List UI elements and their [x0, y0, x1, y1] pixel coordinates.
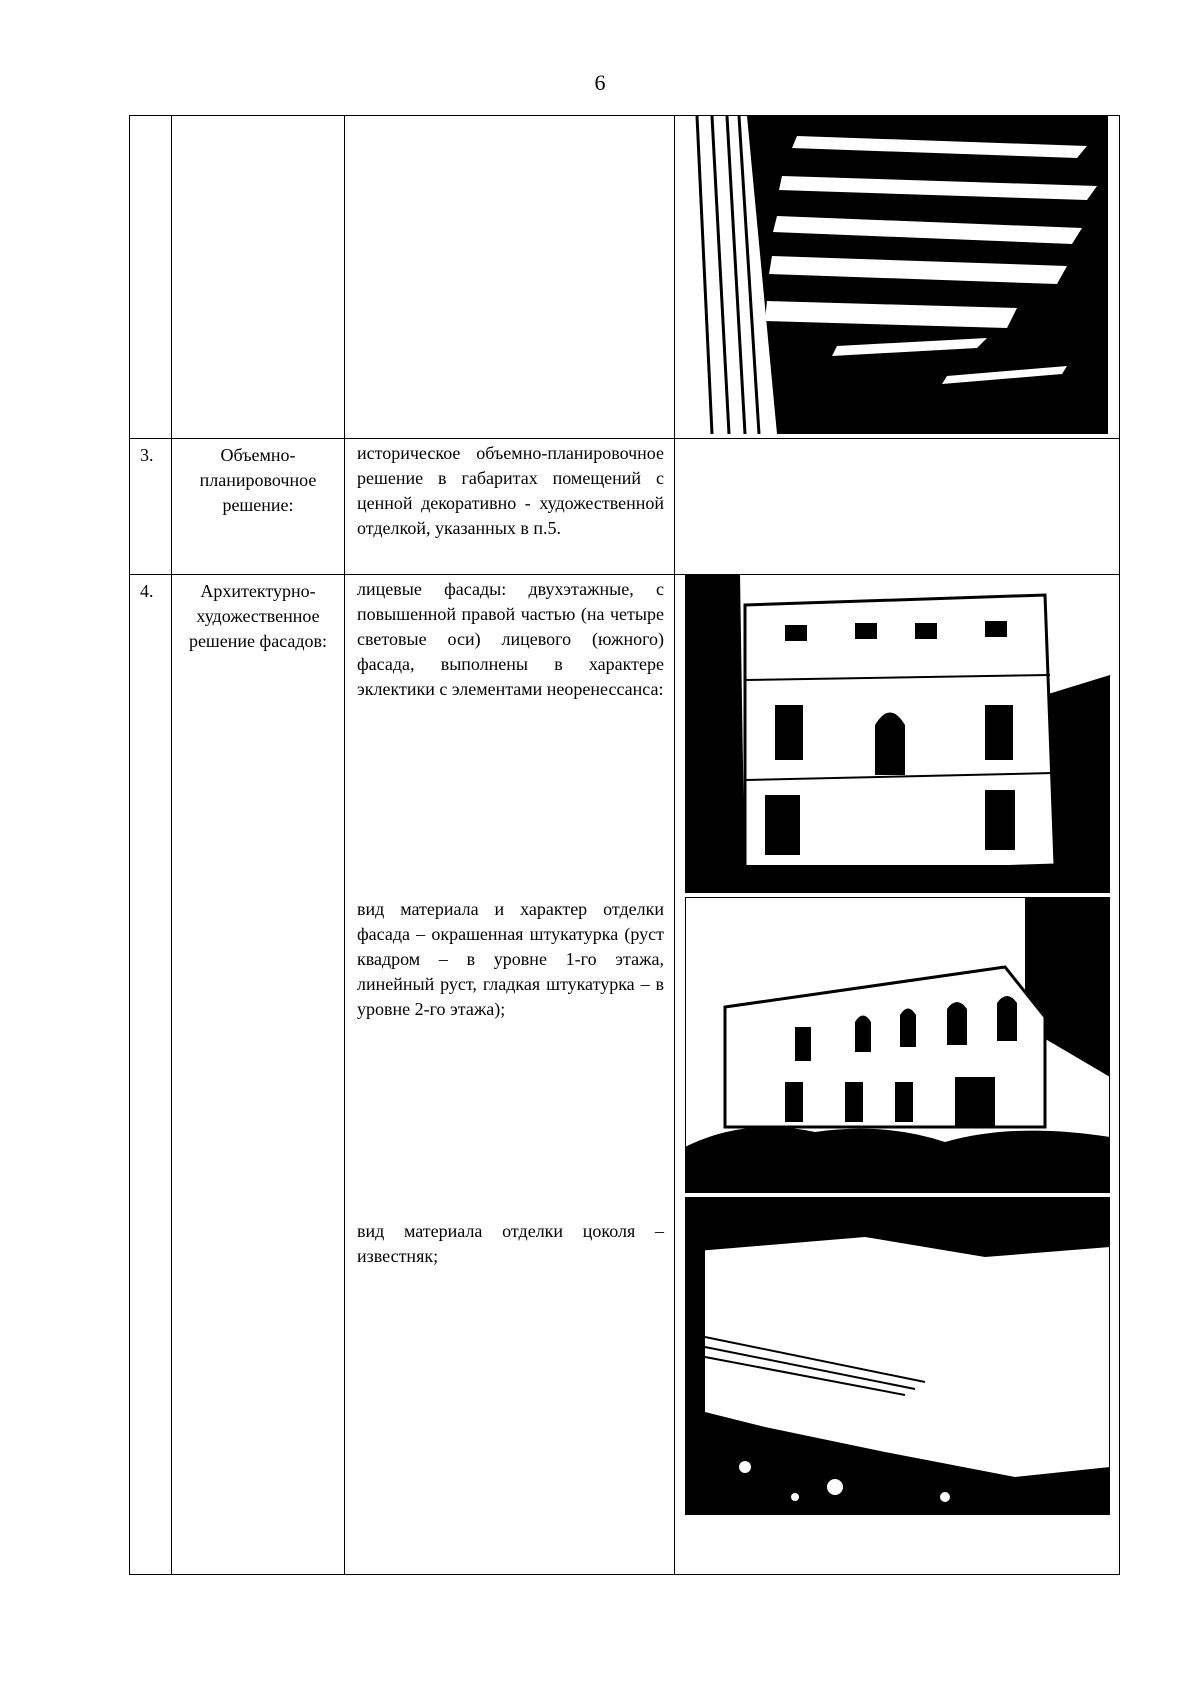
cell-num-empty: [130, 116, 172, 439]
table-row: [130, 439, 1120, 575]
cell-desc-empty: [345, 116, 675, 439]
row-description: историческое объемно-планировочное решение в габаритах помещений с ценной декоративно - художественной отделкой, указанных в п.5.: [357, 443, 664, 538]
plinth-description: вид материала отделки цоколя – известняк;: [357, 1221, 664, 1266]
photo-facade-street: [685, 897, 1110, 1193]
row-title: Архитектурно-художественное решение фасадов:: [188, 581, 328, 651]
cell-photo-empty: [675, 439, 1120, 575]
facade-description: лицевые фасады: двухэтажные, с повышенной правой частью (на четыре световые оси) лицевого (южного) фасада, выполнены в характере эклектики с элементами неоренессанса:: [357, 579, 664, 699]
page-number: 6: [594, 70, 606, 95]
finish-description: вид материала и характер отделки фасада – окрашенная штукатурка (руст квадром – в уровне 1-го этажа, линейный руст, гладкая штукатурка – в уровне 2-го этажа);: [357, 899, 664, 1019]
row-title: Объемно-планировочное решение:: [199, 445, 317, 515]
row-number: 3.: [140, 445, 154, 465]
table-row-continuation: [130, 116, 1120, 439]
cell-desc: [345, 575, 675, 1575]
cell-photo: [675, 116, 1120, 439]
specification-table: [129, 115, 1120, 1575]
cell-photos: [675, 575, 1120, 1575]
cell-num: [130, 439, 172, 575]
cell-num: [130, 575, 172, 1575]
cell-desc: [345, 439, 675, 575]
cell-name: [172, 439, 345, 575]
cell-name-empty: [172, 116, 345, 439]
photo-plinth-limestone: [685, 1197, 1110, 1515]
table-row: [130, 575, 1120, 1575]
photo-interior-stair: [687, 116, 1108, 434]
photo-facade-south: [685, 575, 1110, 893]
cell-name: [172, 575, 345, 1575]
row-number: 4.: [140, 581, 154, 601]
